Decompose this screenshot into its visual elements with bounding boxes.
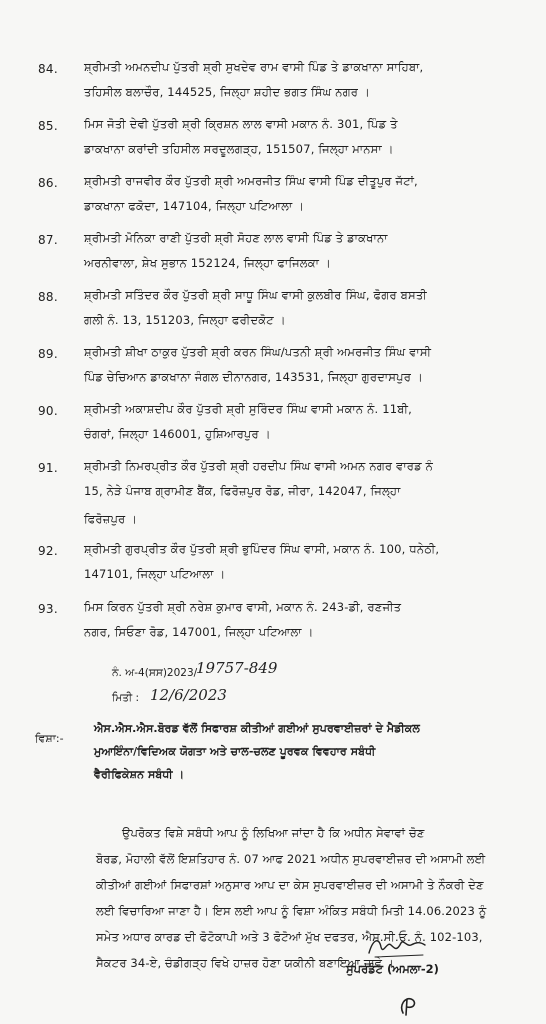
entry-number: 86. [38, 176, 58, 190]
entry-line: 15, ਨੇੜੇ ਪੰਜਾਬ ਗ੍ਰਾਮੀਣ ਬੈਂਕ, ਫਿਰੋਜ਼ਪੁਰ ਰੋਡ, ਜੀਰਾ, 142047, ਜਿਲ੍ਹਾ [84, 484, 401, 498]
entry-number: 84. [38, 62, 58, 76]
handwritten-initials [395, 993, 421, 1019]
subject-line: ਐਸ.ਐਸ.ਐਸ.ਬੋਰਡ ਵੱਲੋਂ ਸਿਫਾਰਸ਼ ਕੀਤੀਆਂ ਗਈਆਂ ਸੁਪਰਵਾਈਜ਼ਰਾਂ ਦੇ ਮੈਡੀਕਲ [94, 722, 420, 735]
body-line: ਸਮੇਤ ਅਧਾਰ ਕਾਰਡ ਦੀ ਫੋਟੋਕਾਪੀ ਅਤੇ 3 ਫੋਟੋਆਂ ਮੁੱਖ ਦਫਤਰ, ਐਸ.ਸੀ.ਓ. ਨੰ. 102-103, [96, 930, 483, 944]
subject-line: ਮੁਆਇੰਨਾ/ਵਿਦਿਅਕ ਯੋਗਤਾ ਅਤੇ ਚਾਲ-ਚਲਣ ਪੂਰਵਕ ਵਿਵਹਾਰ ਸਬੰਧੀ [94, 745, 376, 758]
entry-number: 85. [38, 119, 58, 133]
body-line: ਬੋਰਡ, ਮੋਹਾਲੀ ਵੱਲੋਂ ਇਸ਼ਤਿਹਾਰ ਨੰ. 07 ਆਫ 2021 ਅਧੀਨ ਸੁਪਰਵਾਈਜ਼ਰ ਦੀ ਅਸਾਮੀ ਲਈ [96, 852, 486, 866]
body-line: ਕੀਤੀਆਂ ਗਈਆਂ ਸਿਫਾਰਸ਼ਾਂ ਅਨੁਸਾਰ ਆਪ ਦਾ ਕੇਸ ਸੁਪਰਵਾਈਜ਼ਰ ਦੀ ਅਸਾਮੀ ਤੇ ਨੌਕਰੀ ਦੇਣ [96, 878, 484, 892]
entry-line: ਸ਼੍ਰੀਮਤੀ ਮੋਨਿਕਾ ਰਾਣੀ ਪੁੱਤਰੀ ਸ਼੍ਰੀ ਸੋਹਣ ਲਾਲ ਵਾਸੀ ਪਿੰਡ ਤੇ ਡਾਕਖਾਨਾ [84, 231, 388, 245]
entry-line: ਸ਼੍ਰੀਮਤੀ ਸ਼ੀਖਾ ਠਾਕੁਰ ਪੁੱਤਰੀ ਸ਼੍ਰੀ ਕਰਨ ਸਿੰਘ/ਪਤਨੀ ਸ਼੍ਰੀ ਅਮਰਜੀਤ ਸਿੰਘ ਵਾਸੀ [84, 345, 432, 359]
entry-line: ਅਰਨੀਵਾਲਾ, ਸ਼ੇਖ ਸੁਭਾਨ 152124, ਜਿਲ੍ਹਾ ਫਾਜਿਲਕਾ । [84, 256, 331, 270]
handwritten-reference-number: 19757-849 [196, 659, 278, 677]
entry-line: ਸ਼੍ਰੀਮਤੀ ਅਮਨਦੀਪ ਪੁੱਤਰੀ ਸ਼੍ਰੀ ਸੁਖਦੇਵ ਰਾਮ ਵਾਸੀ ਪਿੰਡ ਤੇ ਡਾਕਖਾਨਾ ਸਾਹਿਬਾ, [84, 60, 424, 74]
entry-number: 93. [38, 602, 58, 616]
entry-line: ਸ਼੍ਰੀਮਤੀ ਸਤਿੰਦਰ ਕੌਰ ਪੁੱਤਰੀ ਸ਼੍ਰੀ ਸਾਧੂ ਸਿੰਘ ਵਾਸੀ ਕੁਲਬੀਰ ਸਿੰਘ, ਫੋਗਰ ਬਸਤੀ [84, 288, 427, 302]
subject-label: ਵਿਸ਼ਾ:- [35, 732, 64, 745]
entry-number: 92. [38, 544, 58, 558]
subject-line: ਵੈਰੀਫਿਕੇਸ਼ਨ ਸਬੰਧੀ । [94, 768, 185, 781]
entry-line: ਗਲੀ ਨੰ. 13, 151203, ਜਿਲ੍ਹਾ ਫਰੀਦਕੋਟ । [84, 313, 286, 327]
handwritten-date: 12/6/2023 [150, 686, 227, 704]
entry-line: ਸ਼੍ਰੀਮਤੀ ਨਿਮਰਪ੍ਰੀਤ ਕੌਰ ਪੁੱਤਰੀ ਸ਼੍ਰੀ ਹਰਦੀਪ ਸਿੰਘ ਵਾਸੀ ਅਮਨ ਨਗਰ ਵਾਰਡ ਨੰ [84, 459, 434, 473]
entry-line: ਸ਼੍ਰੀਮਤੀ ਰਾਜਵੀਰ ਕੌਰ ਪੁੱਤਰੀ ਸ਼੍ਰੀ ਅਮਰਜੀਤ ਸਿੰਘ ਵਾਸੀ ਪਿੰਡ ਦੀਤੂਪੁਰ ਜੱਟਾਂ, [84, 174, 418, 188]
entry-line: ਡਾਕਖਾਨਾ ਕਰਾਂਦੀ ਤਹਿਸੀਲ ਸਰਦੂਲਗੜ੍ਹ, 151507, ਜਿਲ੍ਹਾ ਮਾਨਸਾ । [84, 142, 394, 156]
body-line: ਲਈ ਵਿਚਾਰਿਆ ਜਾਣਾ ਹੈ। ਇਸ ਲਈ ਆਪ ਨੂੰ ਵਿਸ਼ਾ ਅੰਕਿਤ ਸਬੰਧੀ ਮਿਤੀ 14.06.2023 ਨੂੰ [96, 904, 487, 918]
entry-line: ਡਾਕਖਾਨਾ ਫਕੋਦਾ, 147104, ਜਿਲ੍ਹਾ ਪਟਿਆਲਾ । [84, 199, 305, 213]
date-label: ਮਿਤੀ : [112, 692, 140, 704]
entry-line: ਮਿਸ ਕਿਰਨ ਪੁੱਤਰੀ ਸ਼੍ਰੀ ਨਰੇਸ਼ ਕੁਮਾਰ ਵਾਸੀ, ਮਕਾਨ ਨੰ. 243-ਡੀ, ਰਣਜੀਤ [84, 600, 402, 614]
entry-number: 88. [38, 290, 58, 304]
entry-line: ਚੰਗਰਾਂ, ਜਿਲ੍ਹਾ 146001, ਹੁਸ਼ਿਆਰਪੁਰ । [84, 427, 271, 441]
entry-line: ਫਿਰੋਜ਼ਪੁਰ । [84, 512, 138, 526]
entry-line: ਸ਼੍ਰੀਮਤੀ ਗੁਰਪ੍ਰੀਤ ਕੌਰ ਪੁੱਤਰੀ ਸ਼੍ਰੀ ਭੁਪਿੰਦਰ ਸਿੰਘ ਵਾਸੀ, ਮਕਾਨ ਨੰ. 100, ਧਨੇਠੀ, [84, 542, 440, 556]
entry-line: ਸ਼੍ਰੀਮਤੀ ਅਕਾਸ਼ਦੀਪ ਕੌਰ ਪੁੱਤਰੀ ਸ਼੍ਰੀ ਸੁਰਿੰਦਰ ਸਿੰਘ ਵਾਸੀ ਮਕਾਨ ਨੰ. 11ਬੀ, [84, 402, 412, 416]
entry-number: 91. [38, 461, 58, 475]
handwritten-signature [365, 933, 435, 961]
entry-line: 147101, ਜਿਲ੍ਹਾ ਪਟਿਆਲਾ । [84, 567, 226, 581]
entry-number: 90. [38, 404, 58, 418]
entry-number: 87. [38, 233, 58, 247]
entry-line: ਤਹਿਸੀਲ ਬਲਾਚੌਰ, 144525, ਜਿਲ੍ਹਾ ਸ਼ਹੀਦ ਭਗਤ ਸਿੰਘ ਨਗਰ । [84, 85, 370, 99]
entry-line: ਪਿੰਡ ਚੇਚਿਆਨ ਡਾਕਖਾਨਾ ਜੰਗਲ ਦੀਨਾਨਗਰ, 143531, ਜਿਲ੍ਹਾ ਗੁਰਦਾਸਪੁਰ । [84, 370, 423, 384]
body-line: ਸੈਕਟਰ 34-ਏ, ਚੰਡੀਗੜ੍ਹ ਵਿਖੇ ਹਾਜ਼ਰ ਹੋਣਾ ਯਕੀਨੀ ਬਣਾਇਆ ਜਾਵੇ । [96, 956, 394, 970]
entry-line: ਮਿਸ ਜੋਤੀ ਦੇਵੀ ਪੁੱਤਰੀ ਸ਼੍ਰੀ ਕ੍ਰਿਸ਼ਨ ਲਾਲ ਵਾਸੀ ਮਕਾਨ ਨੰ. 301, ਪਿੰਡ ਤੇ [84, 117, 398, 131]
reference-label: ਨੰ. ਅ-4(ਸਸ)2023/ [112, 667, 198, 679]
entry-line: ਨਗਰ, ਸਿਓਣਾ ਰੋਡ, 147001, ਜਿਲ੍ਹਾ ਪਟਿਆਲਾ । [84, 625, 314, 639]
entry-number: 89. [38, 347, 58, 361]
signatory-title: ਸੁਪਰਡੰਟ (ਅਮਲਾ-2) [346, 962, 439, 976]
body-line: ਉਪਰੋਕਤ ਵਿਸ਼ੇ ਸਬੰਧੀ ਆਪ ਨੂੰ ਲਿਖਿਆ ਜਾਂਦਾ ਹੈ ਕਿ ਅਧੀਨ ਸੇਵਾਵਾਂ ਚੋਣ [122, 826, 425, 840]
